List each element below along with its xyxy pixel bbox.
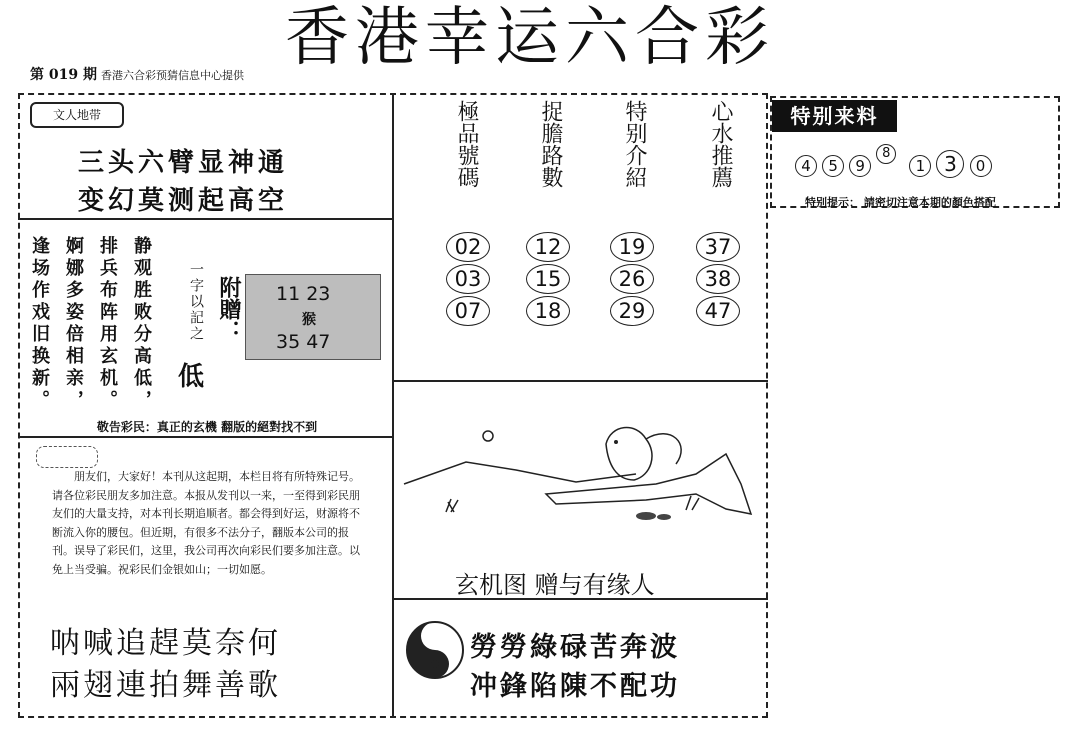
column-head: 特别介紹: [622, 100, 647, 188]
gift-label: 附贈：: [216, 276, 242, 342]
number-circle: 12: [526, 232, 570, 262]
bottom-right-line-1: 勞勞綠碌苦奔波: [470, 632, 680, 663]
digit-circle: 9: [849, 155, 871, 177]
gift-zodiac: 猴: [302, 312, 316, 328]
squirrel-illustration: [396, 384, 766, 559]
poem-line-2: 变幻莫测起高空: [78, 186, 289, 216]
column-head: 極品號碼: [454, 100, 479, 188]
special-tip: 特别提示： 請密切注意本期的顏色搭配: [805, 196, 996, 209]
bottom-right-line-2: 冲鋒陷陳不配功: [470, 671, 680, 702]
digit-circle: 8: [876, 144, 896, 164]
right-divider-1: [392, 380, 768, 382]
digit-circle: 1: [909, 155, 931, 177]
center-divider: [392, 95, 394, 717]
gift-character: 低: [178, 362, 205, 392]
gift-hint: 一字以記之: [188, 262, 204, 342]
verse-column: 排兵布阵用玄机。: [97, 236, 118, 412]
number-circle: 07: [446, 296, 490, 326]
number-circle: 03: [446, 264, 490, 294]
page-title: 香港幸运六合彩: [285, 1, 775, 75]
yin-yang-icon: [405, 620, 465, 680]
number-circle: 38: [696, 264, 740, 294]
digit-circle: 5: [822, 155, 844, 177]
pick-column-1: [446, 100, 482, 188]
gift-numbers-row-2: 35 47: [276, 331, 331, 353]
digit-circle: 3: [936, 150, 964, 178]
column-head: 心水推薦: [708, 100, 733, 188]
number-circle: 19: [610, 232, 654, 262]
pick-column-4: [700, 100, 736, 188]
number-circle: 15: [526, 264, 570, 294]
digit-circle: 4: [795, 155, 817, 177]
issue-number: 第 019 期: [30, 67, 97, 83]
picture-caption: 玄机图 赠与有缘人: [455, 571, 655, 599]
poem-line-1: 三头六臂显神通: [78, 148, 289, 178]
special-digits: [795, 146, 992, 178]
section-tag: 文人地带: [30, 102, 124, 128]
provider-text: 香港六合彩预猜信息中心提供: [100, 69, 244, 82]
number-circle: 37: [696, 232, 740, 262]
issue-line: [30, 64, 244, 84]
letter-paragraph: 朋友们，大家好！本刊从这起期，本栏目将有所特殊记号。请各位彩民朋友多加注意。本报从发刊以一来，一至得到彩民朋友们的大量支持，对本刊长期追顺者。都会得到好运，财源将不断流入你的腰包。但近期，有很多不法分子，翻版本公司的报刊。误导了彩民们，这里，我公司再次向彩民们要多加注意。以免上当受骗。祝彩民们金银如山；一切如愿。: [52, 470, 360, 576]
digit-circle: 0: [970, 155, 992, 177]
column-head: 捉膽路數: [538, 100, 563, 188]
bottom-line-2: 兩翅連拍舞善歌: [50, 668, 281, 703]
verse-column: 逢场作戏旧换新。: [29, 236, 50, 412]
verse-column: 静观胜败分高低，: [131, 236, 152, 412]
number-circle: 18: [526, 296, 570, 326]
gift-number-box: [245, 274, 381, 360]
left-divider-1: [18, 218, 392, 220]
notice-text: 敬告彩民：真正的玄機 翻版的絕對找不到: [96, 420, 318, 434]
letter-badge: [36, 446, 98, 468]
number-circle: 02: [446, 232, 490, 262]
number-circle: 29: [610, 296, 654, 326]
pick-column-3: [614, 100, 650, 188]
verse-column: 婀娜多姿倍相亲，: [63, 236, 84, 412]
number-circle: 47: [696, 296, 740, 326]
special-title: 特别来料: [772, 100, 897, 132]
bottom-line-1: 呐喊追趕莫奈何: [50, 626, 281, 661]
number-circle: 26: [610, 264, 654, 294]
left-divider-2: [18, 436, 392, 438]
gift-numbers-row-1: 11 23: [276, 283, 331, 305]
pick-column-2: [530, 100, 566, 188]
